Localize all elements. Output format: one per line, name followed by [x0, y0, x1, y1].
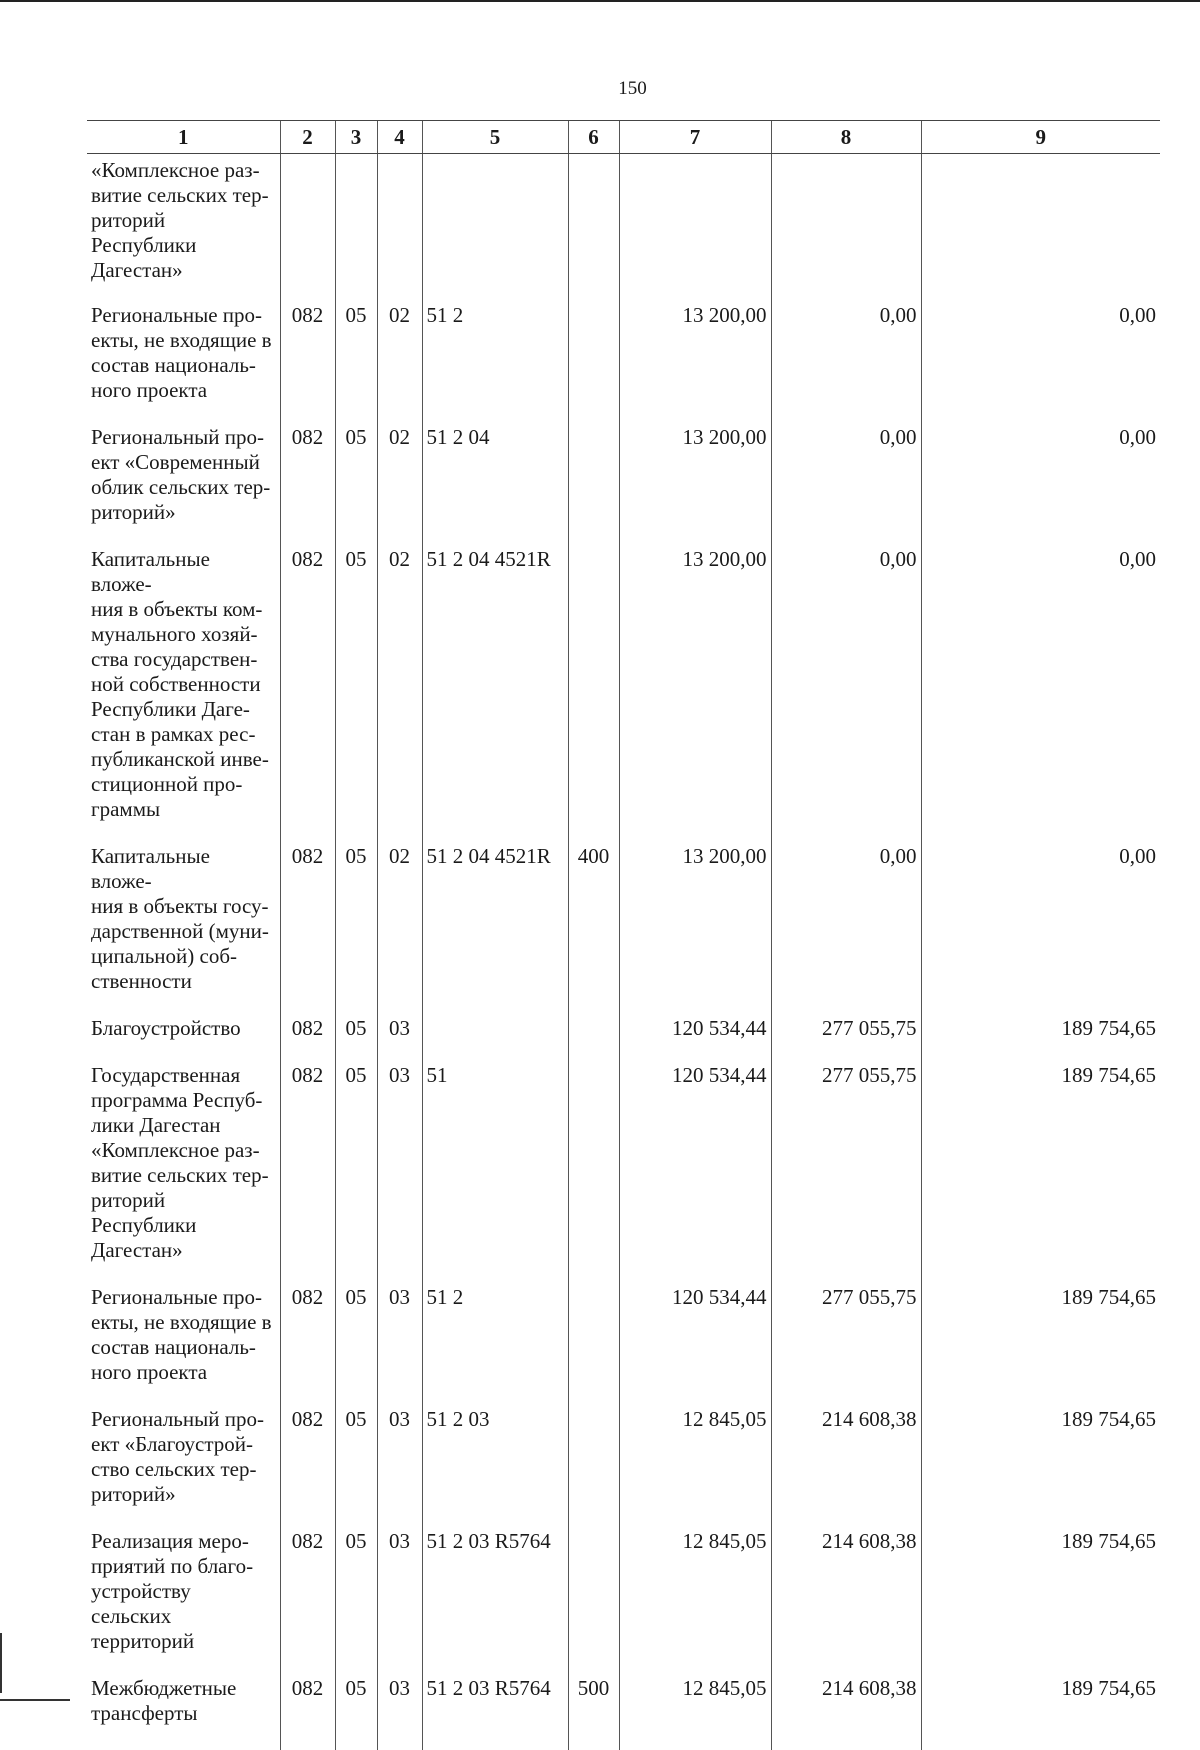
row-ministry-code: 082 [280, 1529, 335, 1676]
page-number: 150 [618, 78, 647, 99]
row-name: Региональные про- екты, не входящие в состав националь- ного проекта [91, 1285, 272, 1384]
row-amount-col9: 0,00 [921, 547, 1160, 844]
row-subsection-code: 03 [377, 1676, 422, 1750]
row-amount-col8: 214 608,38 [771, 1676, 921, 1750]
table-row [87, 844, 1160, 1016]
row-amount-col9: 189 754,65 [921, 1407, 1160, 1529]
row-ministry-code: 082 [280, 844, 335, 1016]
row-amount-col7: 13 200,00 [619, 303, 771, 425]
header-col-2: 2 [280, 121, 335, 154]
row-section-code [335, 154, 377, 304]
row-target-code: 51 2 04 4521R [422, 844, 568, 1016]
row-subsection-code [377, 154, 422, 304]
row-amount-col8: 277 055,75 [771, 1063, 921, 1285]
scan-corner-mark [0, 1699, 70, 1701]
header-col-9: 9 [921, 121, 1160, 154]
scan-edge-mark [0, 1633, 2, 1693]
row-amount-col9 [921, 154, 1160, 304]
row-section-code: 05 [335, 844, 377, 1016]
row-ministry-code: 082 [280, 1016, 335, 1063]
row-ministry-code: 082 [280, 1676, 335, 1750]
row-subsection-code: 02 [377, 425, 422, 547]
row-section-code: 05 [335, 1285, 377, 1407]
row-amount-col8 [771, 154, 921, 304]
row-expense-type [568, 303, 619, 425]
row-target-code: 51 2 03 R5764 [422, 1676, 568, 1750]
row-amount-col7: 120 534,44 [619, 1285, 771, 1407]
row-target-code: 51 2 03 R5764 [422, 1529, 568, 1676]
row-amount-col9: 0,00 [921, 303, 1160, 425]
table-row [87, 1407, 1160, 1529]
row-name: Межбюджетные трансферты [91, 1676, 237, 1725]
header-col-8: 8 [771, 121, 921, 154]
header-col-5: 5 [422, 121, 568, 154]
row-subsection-code: 02 [377, 547, 422, 844]
row-subsection-code: 03 [377, 1407, 422, 1529]
row-amount-col8: 214 608,38 [771, 1529, 921, 1676]
row-target-code [422, 154, 568, 304]
row-name: Реализация меро- приятий по благо- устройству сельских территорий [91, 1529, 254, 1653]
row-expense-type [568, 154, 619, 304]
row-expense-type [568, 1016, 619, 1063]
row-amount-col7: 13 200,00 [619, 425, 771, 547]
row-amount-col8: 0,00 [771, 547, 921, 844]
header-col-3: 3 [335, 121, 377, 154]
row-section-code: 05 [335, 547, 377, 844]
table-row [87, 1529, 1160, 1676]
table-row [87, 1016, 1160, 1063]
row-amount-col9: 0,00 [921, 425, 1160, 547]
row-section-code: 05 [335, 425, 377, 547]
row-name: Капитальные вложе- ния в объекты госу- дарственной (муни- ципальной) соб- ственности [91, 844, 269, 993]
row-subsection-code: 03 [377, 1529, 422, 1676]
row-amount-col8: 277 055,75 [771, 1285, 921, 1407]
row-expense-type [568, 1285, 619, 1407]
row-section-code: 05 [335, 303, 377, 425]
budget-table [87, 120, 1160, 1750]
table-row [87, 1285, 1160, 1407]
row-amount-col7 [619, 154, 771, 304]
row-name: Государственная программа Респуб- лики Дагестан «Комплексное раз- витие сельских тер- риторий Республики Дагестан» [91, 1063, 269, 1262]
row-amount-col9: 189 754,65 [921, 1016, 1160, 1063]
row-subsection-code: 03 [377, 1285, 422, 1407]
row-ministry-code: 082 [280, 1063, 335, 1285]
row-subsection-code: 02 [377, 303, 422, 425]
row-expense-type [568, 547, 619, 844]
top-border-rule [0, 0, 1200, 2]
row-amount-col9: 189 754,65 [921, 1676, 1160, 1750]
row-section-code: 05 [335, 1407, 377, 1529]
row-ministry-code: 082 [280, 1285, 335, 1407]
row-name: Региональный про- ект «Современный облик сельских тер- риторий» [91, 425, 271, 524]
row-expense-type: 500 [568, 1676, 619, 1750]
header-col-4: 4 [377, 121, 422, 154]
row-expense-type [568, 425, 619, 547]
row-subsection-code: 02 [377, 844, 422, 1016]
row-expense-type [568, 1063, 619, 1285]
row-amount-col9: 189 754,65 [921, 1529, 1160, 1676]
row-expense-type [568, 1407, 619, 1529]
row-section-code: 05 [335, 1529, 377, 1676]
row-target-code: 51 2 04 4521R [422, 547, 568, 844]
row-name: Региональный про- ект «Благоустрой- ство сельских тер- риторий» [91, 1407, 264, 1506]
row-amount-col7: 12 845,05 [619, 1529, 771, 1676]
row-amount-col8: 0,00 [771, 303, 921, 425]
row-amount-col7: 12 845,05 [619, 1407, 771, 1529]
row-amount-col7: 120 534,44 [619, 1063, 771, 1285]
row-amount-col7: 13 200,00 [619, 844, 771, 1016]
row-amount-col9: 189 754,65 [921, 1063, 1160, 1285]
row-ministry-code: 082 [280, 547, 335, 844]
row-amount-col7: 13 200,00 [619, 547, 771, 844]
row-name: Благоустройство [91, 1016, 241, 1040]
row-target-code: 51 2 03 [422, 1407, 568, 1529]
row-subsection-code: 03 [377, 1063, 422, 1285]
row-section-code: 05 [335, 1676, 377, 1750]
header-col-1: 1 [87, 121, 280, 154]
row-target-code: 51 2 [422, 1285, 568, 1407]
row-amount-col7: 120 534,44 [619, 1016, 771, 1063]
row-target-code: 51 [422, 1063, 568, 1285]
row-section-code: 05 [335, 1063, 377, 1285]
header-col-7: 7 [619, 121, 771, 154]
table-row [87, 154, 1160, 304]
row-name: Региональные про- екты, не входящие в состав националь- ного проекта [91, 303, 272, 402]
row-ministry-code: 082 [280, 303, 335, 425]
row-subsection-code: 03 [377, 1016, 422, 1063]
row-amount-col8: 0,00 [771, 425, 921, 547]
row-amount-col8: 277 055,75 [771, 1016, 921, 1063]
row-ministry-code [280, 154, 335, 304]
row-expense-type: 400 [568, 844, 619, 1016]
row-name: «Комплексное раз- витие сельских тер- риторий Республики Дагестан» [91, 158, 269, 282]
table-row [87, 1676, 1160, 1750]
header-col-6: 6 [568, 121, 619, 154]
row-section-code: 05 [335, 1016, 377, 1063]
row-amount-col8: 0,00 [771, 844, 921, 1016]
row-ministry-code: 082 [280, 1407, 335, 1529]
row-amount-col8: 214 608,38 [771, 1407, 921, 1529]
row-amount-col9: 189 754,65 [921, 1285, 1160, 1407]
row-name: Капитальные вложе- ния в объекты ком- мунального хозяй- ства государствен- ной собственности Республики Даге- стан в рамках рес- публиканской инве- стиционной про- граммы [91, 547, 269, 821]
row-target-code: 51 2 04 [422, 425, 568, 547]
row-ministry-code: 082 [280, 425, 335, 547]
table-row [87, 1063, 1160, 1285]
row-amount-col9: 0,00 [921, 844, 1160, 1016]
header-row [87, 121, 1160, 154]
row-target-code: 51 2 [422, 303, 568, 425]
table-row [87, 547, 1160, 844]
table-row [87, 425, 1160, 547]
row-expense-type [568, 1529, 619, 1676]
row-target-code [422, 1016, 568, 1063]
table-row [87, 303, 1160, 425]
row-amount-col7: 12 845,05 [619, 1676, 771, 1750]
